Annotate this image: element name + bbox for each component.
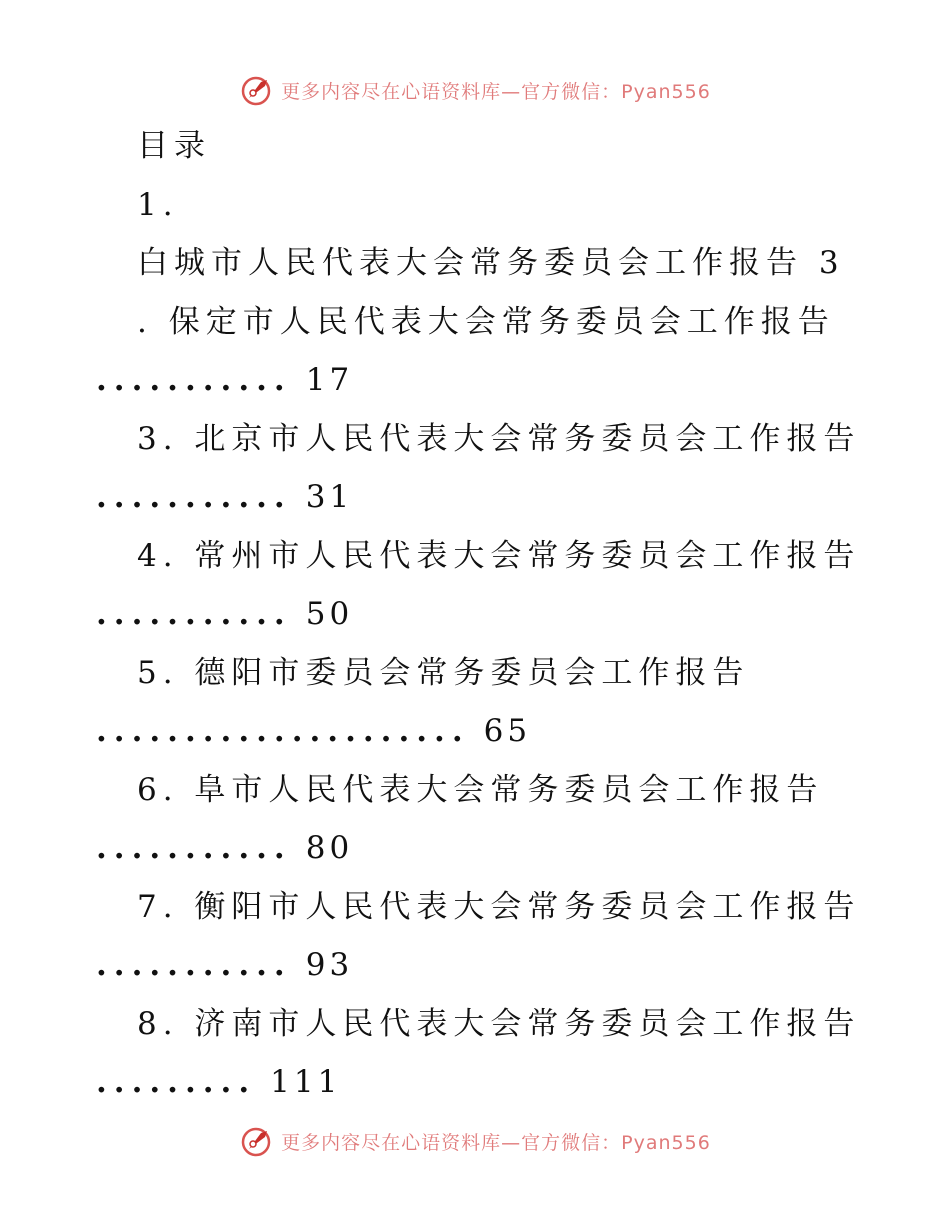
toc-entry-8-label[interactable]: 8. 济南市人民代表大会常务委员会工作报告 <box>137 1006 861 1042</box>
leader-dots: ........... <box>96 947 292 983</box>
watermark-text: 更多内容尽在心语资料库—官方微信：Pyan556 <box>281 80 711 103</box>
toc-entry-7-label[interactable]: 7. 衡阳市人民代表大会常务委员会工作报告 <box>137 889 861 925</box>
toc-entry-3-label[interactable]: 3. 北京市人民代表大会常务委员会工作报告 <box>137 421 861 457</box>
toc-entry-6-leader <box>96 828 353 868</box>
toc-entry-8-leader <box>96 1062 341 1102</box>
toc-first-number: 1. <box>137 187 179 223</box>
toc-page-number[interactable]: 31 <box>305 479 354 515</box>
toc-entry-5-leader <box>96 711 531 751</box>
watermark-banner-top <box>0 70 950 110</box>
toc-page-number[interactable]: 93 <box>305 947 354 983</box>
toc-page-number[interactable]: 111 <box>270 1064 342 1100</box>
toc-entry-2-leader <box>96 360 353 400</box>
leader-dots: ........... <box>96 479 292 515</box>
watermark-banner-bottom <box>0 1121 950 1161</box>
leader-dots: ..................... <box>96 713 470 749</box>
toc-entry-1[interactable]: 白城市人民代表大会常务委员会工作报告 3 <box>137 245 845 281</box>
leader-dots: ........... <box>96 830 292 866</box>
toc-page-number[interactable]: 80 <box>305 830 354 866</box>
leader-dots: ......... <box>96 1064 257 1100</box>
pen-nib-circle-logo-icon <box>239 72 275 108</box>
pen-nib-circle-logo-icon <box>239 1123 275 1159</box>
toc-entry-5-label[interactable]: 5. 德阳市委员会常务委员会工作报告 <box>137 655 750 691</box>
toc-entry-7-leader <box>96 945 353 985</box>
toc-entry-6-label[interactable]: 6. 阜市人民代表大会常务委员会工作报告 <box>137 772 824 808</box>
toc-title: 目录 <box>137 128 211 164</box>
toc-entry-3-leader <box>96 477 353 517</box>
toc-entry-2-label[interactable]: . 保定市人民代表大会常务委员会工作报告 <box>137 304 835 340</box>
toc-entry-4-leader <box>96 594 353 634</box>
toc-page-number[interactable]: 65 <box>483 713 532 749</box>
toc-page-number[interactable]: 50 <box>305 596 354 632</box>
leader-dots: ........... <box>96 362 292 398</box>
toc-page-number[interactable]: 17 <box>305 362 354 398</box>
toc-entry-4-label[interactable]: 4. 常州市人民代表大会常务委员会工作报告 <box>137 538 861 574</box>
watermark-text: 更多内容尽在心语资料库—官方微信：Pyan556 <box>281 1131 711 1154</box>
leader-dots: ........... <box>96 596 292 632</box>
